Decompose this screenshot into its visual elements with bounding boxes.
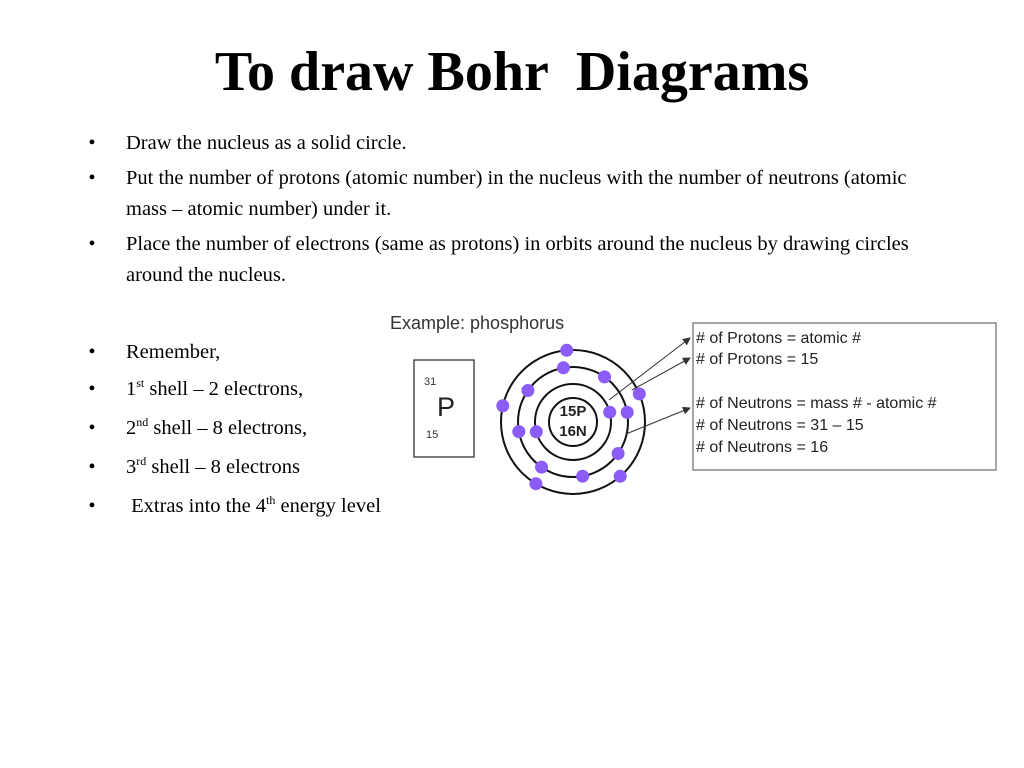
nucleus-protons: 15P — [559, 403, 587, 420]
bohr-diagram-example — [380, 300, 1005, 510]
ordinal-suffix: th — [266, 493, 276, 507]
bullet-text — [126, 456, 300, 478]
bullet-marker: • — [88, 378, 96, 400]
bullet-marker: • — [88, 132, 96, 154]
shell-rule: shell – 2 electrons, — [144, 378, 304, 400]
bullet-text — [126, 378, 303, 400]
electron-shell-3 — [496, 399, 509, 412]
shell-number: 1 — [126, 378, 137, 400]
note-protons-value: # of Protons = 15 — [696, 351, 819, 368]
electron-shell-1 — [530, 425, 543, 438]
electron-shell-2 — [512, 425, 525, 438]
electron-shell-3 — [614, 470, 627, 483]
note-neutrons-calculation: # of Neutrons = 31 – 15 — [696, 417, 864, 434]
bullet-item — [84, 229, 944, 291]
bullet-text — [126, 417, 307, 439]
instruction-list — [84, 128, 944, 295]
example-caption: Example: phosphorus — [390, 313, 565, 333]
electron-shell-1 — [603, 406, 616, 419]
neutron-arrow — [626, 408, 690, 434]
electron-shell-2 — [535, 461, 548, 474]
ordinal-suffix: st — [136, 376, 145, 390]
bullet-marker: • — [88, 341, 96, 363]
bullet-marker: • — [88, 456, 96, 478]
extras-text: Extras into the 4 — [126, 495, 267, 517]
bullet-text: Put the number of protons (atomic number) in the nucleus with the number of neutrons (atomic mass – atomic number) under it. — [126, 167, 907, 220]
slide-title: To draw Bohr Diagrams — [214, 41, 810, 103]
electron-shell-2 — [521, 384, 534, 397]
bullet-marker: • — [88, 495, 96, 517]
note-protons-definition: # of Protons = atomic # — [696, 330, 861, 347]
bullet-marker: • — [88, 417, 96, 439]
ordinal-suffix: rd — [136, 454, 147, 468]
shell-number: 3 — [126, 456, 137, 478]
electron-shell-2 — [557, 361, 570, 374]
element-symbol: P — [437, 392, 456, 422]
electron-shell-2 — [621, 406, 634, 419]
element-atomic-number: 15 — [426, 429, 439, 441]
extras-rule: energy level — [275, 495, 381, 517]
nucleus-neutrons: 16N — [559, 423, 587, 440]
ordinal-suffix: nd — [136, 415, 149, 429]
electron-shell-2 — [598, 370, 611, 383]
shell-number: 2 — [126, 417, 137, 439]
shell-rule: shell – 8 electrons — [146, 456, 300, 478]
bullet-item — [84, 128, 944, 159]
electron-shell-3 — [560, 344, 573, 357]
bullet-text: Draw the nucleus as a solid circle. — [126, 132, 407, 154]
bullet-marker: • — [88, 233, 96, 255]
bullet-text: Place the number of electrons (same as protons) in orbits around the nucleus by drawing circles around the nucleus. — [126, 233, 909, 286]
note-neutrons-definition: # of Neutrons = mass # - atomic # — [696, 395, 937, 412]
note-neutrons-value: # of Neutrons = 16 — [696, 439, 829, 456]
electron-shell-3 — [529, 477, 542, 490]
electron-shell-2 — [612, 447, 625, 460]
element-mass: 31 — [424, 376, 437, 388]
bullet-text: Remember, — [126, 341, 221, 363]
shell-rule: shell – 8 electrons, — [148, 417, 308, 439]
electron-shell-2 — [576, 470, 589, 483]
proton-arrow — [632, 358, 690, 390]
phosphorus-atom — [496, 344, 646, 494]
bullet-text — [126, 495, 381, 517]
bullet-item — [84, 163, 944, 225]
bullet-marker: • — [88, 167, 96, 189]
electron-shell-3 — [633, 387, 646, 400]
